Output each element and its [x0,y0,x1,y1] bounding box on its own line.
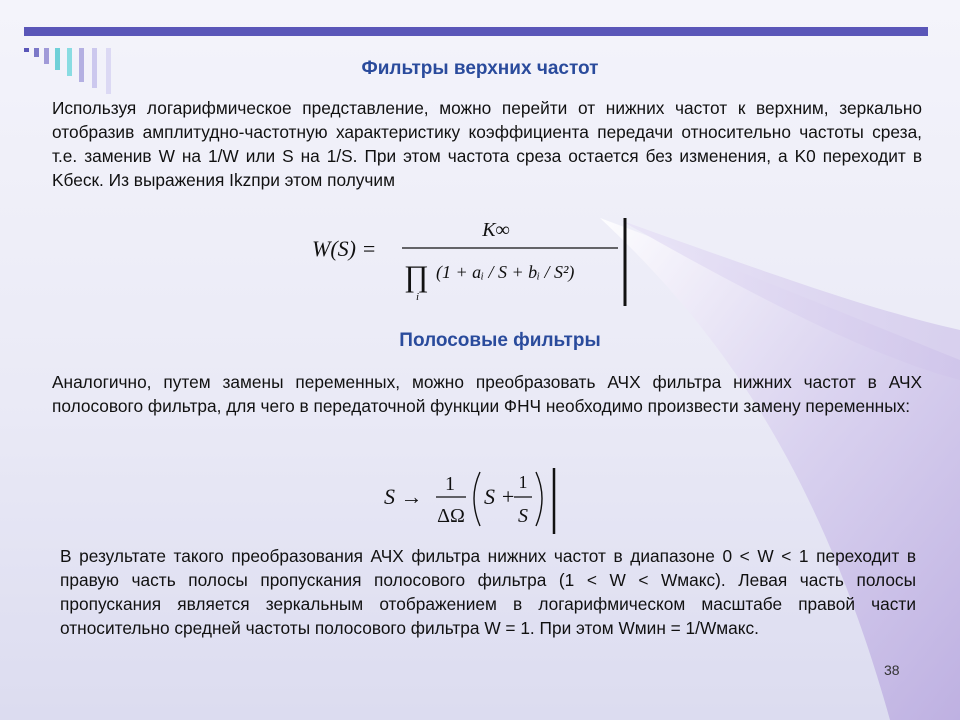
formula2-lhs: S → [384,484,423,509]
formula1-product-sign: ∏ [404,260,429,293]
formula2-inner-s: S + [484,484,516,509]
section-title-bandpass: Полосовые фильтры [399,330,601,351]
formula2-frac-num: 1 [445,473,455,495]
paragraph-highpass: Используя логарифмическое представление, можно перейти от нижних частот к верхним, зеркально отобразив амплитудно-частотную характеристику коэффициента передачи относительно частоты среза, т.е. заменив W на 1/W или S на 1/S. При этом частота среза остается без изменения, а K0 переходит в Kбеск. Из выражения Ikzпри этом получим [52,98,922,190]
formula1-product-index: i [416,291,420,303]
formula2-inner-num: 1 [518,472,528,492]
paragraph-bandpass: Аналогично, путем замены переменных, можно преобразовать АЧХ фильтра нижних частот в АЧХ полосового фильтра, для чего в передаточной функции ФНЧ необходимо произвести замену переменных: [52,372,922,416]
formula2-frac-den: ΔΩ [437,505,465,527]
formula-highpass-transfer [300,212,640,312]
paragraph-result: В результате такого преобразования АЧХ фильтра нижних частот в диапазоне 0 < W < 1 переходит в правую часть полосы пропускания полосового фильтра (1 < W < Wмакс). Левая часть полосы пропускания является зеркальным отображением в логарифмическом масштабе правой части относительно средней частоты полосового фильтра W = 1. При этом Wмин = 1/Wмакс. [60,546,916,638]
formula1-lhs: W(S) = [312,236,377,261]
page-number: 38 [884,662,900,678]
formula-variable-substitution [380,464,560,536]
top-accent-bar [24,27,928,36]
formula1-denominator: (1 + aᵢ / S + bᵢ / S²) [436,262,575,282]
formula1-numerator: K∞ [482,219,510,241]
formula2-inner-den: S [518,505,528,527]
section-title-highpass: Фильтры верхних частот [361,58,599,79]
